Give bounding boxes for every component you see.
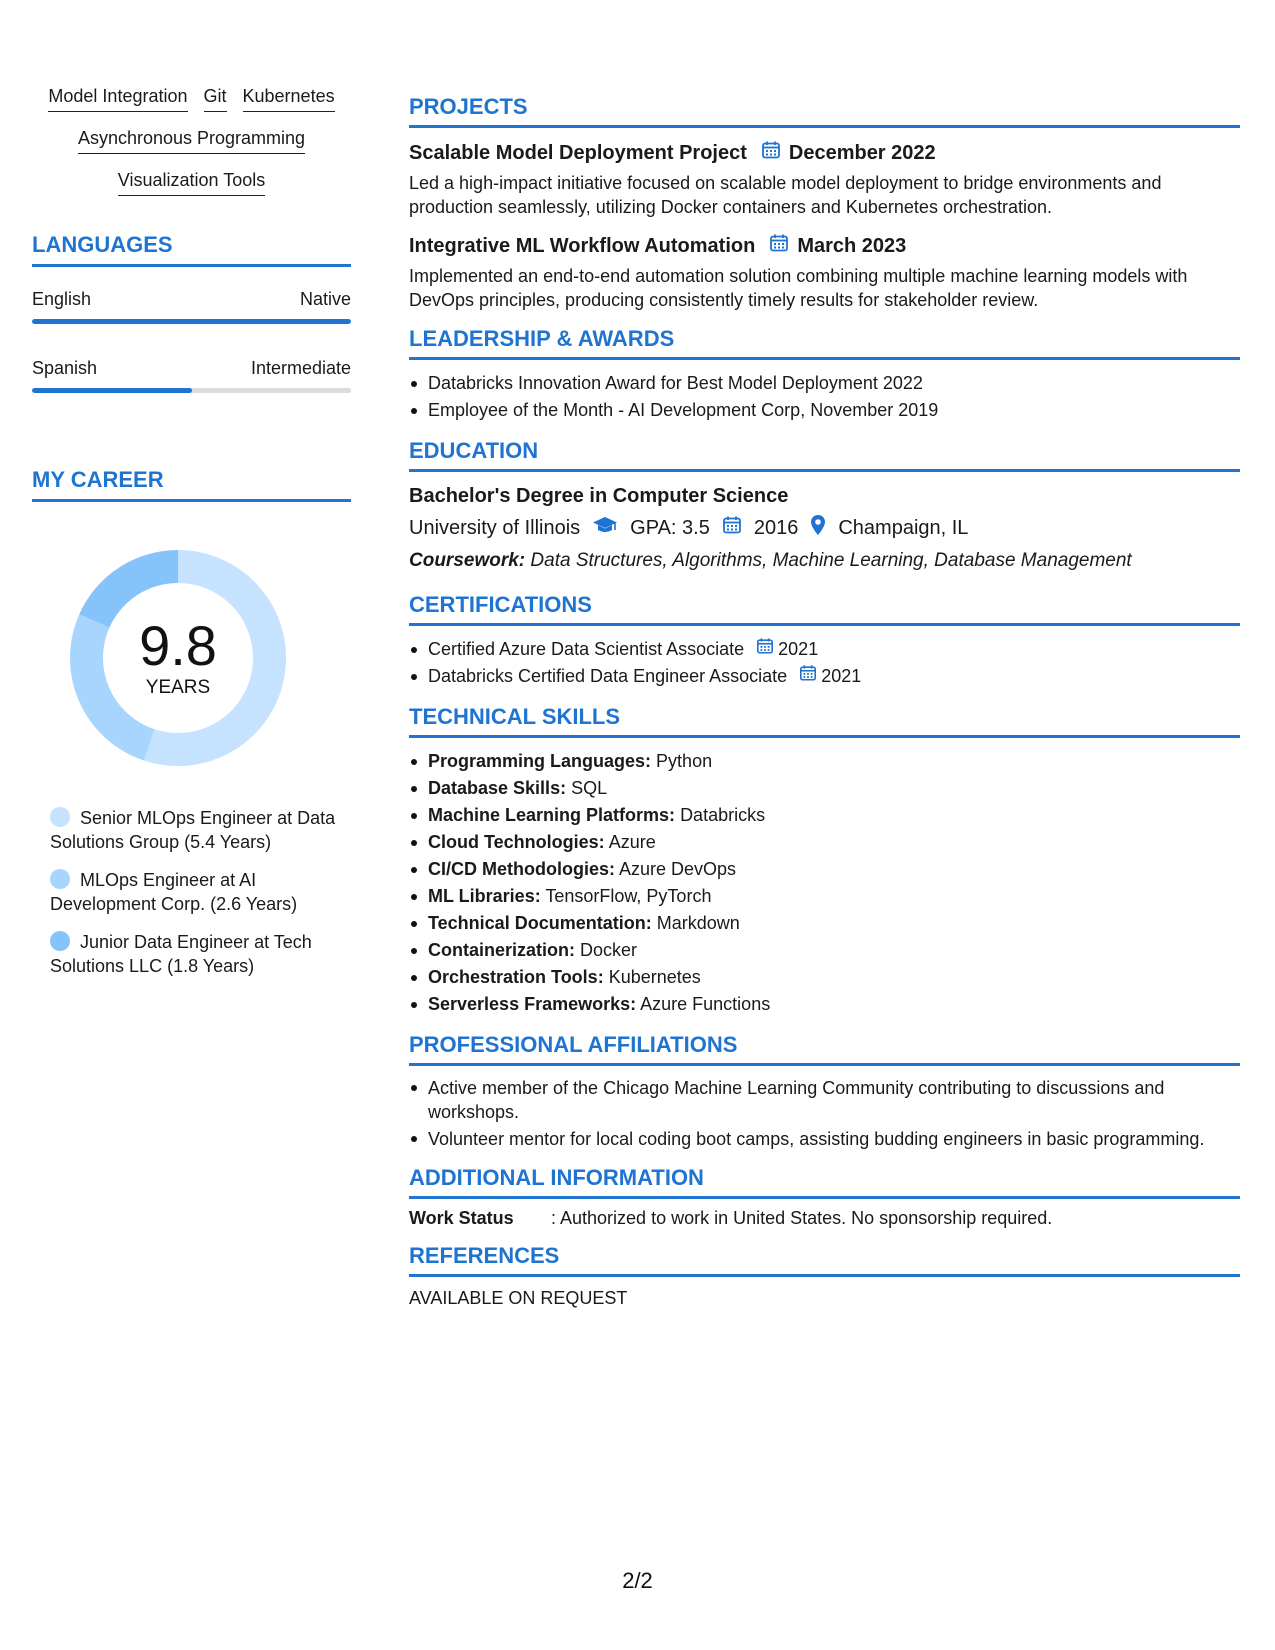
language-bar-fill	[32, 388, 192, 393]
calendar-icon	[722, 515, 742, 541]
affiliations-section	[409, 1032, 1240, 1151]
skill-value: Docker	[580, 940, 638, 960]
legend-item	[50, 930, 351, 978]
skill-label: Serverless Frameworks:	[428, 994, 637, 1014]
career-donut	[66, 546, 290, 770]
career-legend	[32, 806, 351, 978]
project-description: Implemented an end-to-end automation solution combining multiple machine learning models with DevOps principles, producing consistently timely results for stakeholder review.	[409, 266, 1188, 310]
legend-dot	[50, 807, 70, 827]
skill-label: Programming Languages:	[428, 751, 652, 771]
project-description: Led a high-impact initiative focused on scalable model deployment to bridge environments and production seamlessly, utilizing Docker containers and Kubernetes orchestration.	[409, 173, 1162, 217]
info-label: Work Status	[409, 1208, 514, 1228]
list-item	[409, 663, 1240, 690]
donut-center	[66, 546, 290, 770]
additional-info-section	[409, 1165, 1240, 1229]
list-item	[409, 910, 1240, 937]
languages-title: LANGUAGES	[32, 232, 351, 267]
project-header	[409, 233, 1240, 259]
cert-name: Databricks Certified Data Engineer Associate	[428, 666, 788, 686]
skill-value: Databricks	[680, 805, 766, 825]
education-school: University of Illinois	[409, 516, 581, 539]
career-title: MY CAREER	[32, 467, 351, 502]
skill-label: Orchestration Tools:	[428, 967, 604, 987]
list-item	[409, 964, 1240, 991]
list-item	[409, 802, 1240, 829]
skill-tag: Model Integration	[48, 84, 187, 112]
coursework-label: Coursework:	[409, 550, 526, 571]
list-item: Employee of the Month - AI Development Corp, November 2019	[409, 397, 1240, 424]
language-name: English	[32, 289, 92, 309]
page-number: 2/2	[622, 1568, 653, 1593]
legend-item	[50, 868, 351, 916]
legend-label: Senior MLOps Engineer at Data Solutions Group (5.4 Years)	[50, 808, 336, 852]
skill-value: Azure	[608, 832, 656, 852]
legend-item	[50, 806, 351, 854]
education-coursework	[409, 550, 1240, 572]
skill-tag: Visualization Tools	[118, 168, 265, 196]
languages-section	[32, 232, 351, 393]
skill-value: SQL	[571, 778, 608, 798]
skill-tag: Asynchronous Programming	[78, 126, 305, 154]
skill-label: Cloud Technologies:	[428, 832, 605, 852]
career-years-unit: YEARS	[145, 677, 211, 698]
list-item	[409, 775, 1240, 802]
language-bar	[32, 388, 351, 393]
certifications-section	[409, 592, 1240, 690]
education-meta	[409, 514, 1240, 542]
certifications-title: CERTIFICATIONS	[409, 592, 1240, 626]
coursework-list: Data Structures, Algorithms, Machine Learning, Database Management	[530, 550, 1132, 571]
list-item	[409, 748, 1240, 775]
education-title: EDUCATION	[409, 438, 1240, 472]
affiliations-title: PROFESSIONAL AFFILIATIONS	[409, 1032, 1240, 1066]
map-pin-icon	[810, 514, 826, 542]
list-item	[409, 636, 1240, 663]
references-text: AVAILABLE ON REQUEST	[409, 1288, 628, 1308]
legend-dot	[50, 869, 70, 889]
education-section	[409, 438, 1240, 572]
skill-value: Markdown	[656, 913, 740, 933]
skill-value: TensorFlow, PyTorch	[545, 886, 712, 906]
skill-value: Kubernetes	[608, 967, 701, 987]
legend-label: MLOps Engineer at AI Development Corp. (2.6 Years)	[50, 870, 298, 914]
references-title: REFERENCES	[409, 1243, 1240, 1277]
technical-skills-title: TECHNICAL SKILLS	[409, 704, 1240, 738]
language-level: Native	[299, 289, 351, 309]
skill-label: ML Libraries:	[428, 886, 541, 906]
graduation-cap-icon	[592, 515, 618, 541]
list-item	[409, 856, 1240, 883]
list-item: Active member of the Chicago Machine Learning Community contributing to discussions and workshops.	[409, 1076, 1240, 1124]
info-value: : Authorized to work in United States. No sponsorship required.	[551, 1208, 1053, 1228]
calendar-icon	[756, 636, 774, 663]
awards-section	[409, 326, 1240, 424]
education-degree: Bachelor's Degree in Computer Science	[409, 485, 789, 507]
skill-label: Machine Learning Platforms:	[428, 805, 676, 825]
calendar-icon	[799, 663, 817, 690]
list-item: Databricks Innovation Award for Best Model Deployment 2022	[409, 370, 1240, 397]
language-bar	[32, 319, 351, 324]
education-location: Champaign, IL	[838, 516, 969, 539]
list-item	[409, 991, 1240, 1018]
skill-value: Azure DevOps	[619, 859, 737, 879]
skill-value: Azure Functions	[640, 994, 771, 1014]
language-name: Spanish	[32, 358, 98, 378]
skill-tag: Git	[204, 84, 227, 112]
awards-title: LEADERSHIP & AWARDS	[409, 326, 1240, 360]
project-name: Scalable Model Deployment Project	[409, 141, 747, 164]
language-row	[32, 289, 351, 310]
language-level: Intermediate	[250, 358, 351, 378]
skill-label: CI/CD Methodologies:	[428, 859, 615, 879]
references-section	[409, 1243, 1240, 1309]
career-section	[32, 467, 351, 978]
calendar-icon	[769, 233, 789, 259]
cert-year: 2021	[821, 666, 862, 686]
language-row	[32, 358, 351, 379]
technical-skills-list	[409, 748, 1240, 1018]
education-year: 2016	[753, 516, 799, 539]
cert-year: 2021	[778, 639, 819, 659]
additional-info-title: ADDITIONAL INFORMATION	[409, 1165, 1240, 1199]
projects-title: PROJECTS	[409, 94, 1240, 128]
project-header	[409, 140, 1240, 166]
list-item	[409, 883, 1240, 910]
list-item: Volunteer mentor for local coding boot camps, assisting budding engineers in basic programming.	[409, 1127, 1240, 1151]
skill-value: Python	[656, 751, 713, 771]
legend-dot	[50, 931, 70, 951]
projects-section	[409, 94, 1240, 312]
skill-label: Containerization:	[428, 940, 575, 960]
info-row	[409, 1208, 1240, 1229]
project-date: December 2022	[788, 141, 936, 164]
certifications-list	[409, 636, 1240, 690]
project-name: Integrative ML Workflow Automation	[409, 234, 756, 257]
left-column	[32, 84, 351, 992]
affiliations-list	[409, 1076, 1240, 1151]
career-total-years: 9.8	[139, 614, 217, 677]
project-date: March 2023	[797, 234, 907, 257]
awards-list	[409, 370, 1240, 424]
right-column	[409, 94, 1240, 1323]
language-bar-fill	[32, 319, 351, 324]
skill-tag: Kubernetes	[243, 84, 335, 112]
skill-label: Database Skills:	[428, 778, 567, 798]
cert-name: Certified Azure Data Scientist Associate	[428, 639, 745, 659]
list-item	[409, 937, 1240, 964]
calendar-icon	[761, 140, 781, 166]
skills-cloud	[32, 84, 351, 196]
list-item	[409, 829, 1240, 856]
technical-skills-section	[409, 704, 1240, 1018]
legend-label: Junior Data Engineer at Tech Solutions LLC (1.8 Years)	[50, 932, 312, 976]
education-gpa: GPA: 3.5	[630, 516, 710, 539]
skill-label: Technical Documentation:	[428, 913, 652, 933]
